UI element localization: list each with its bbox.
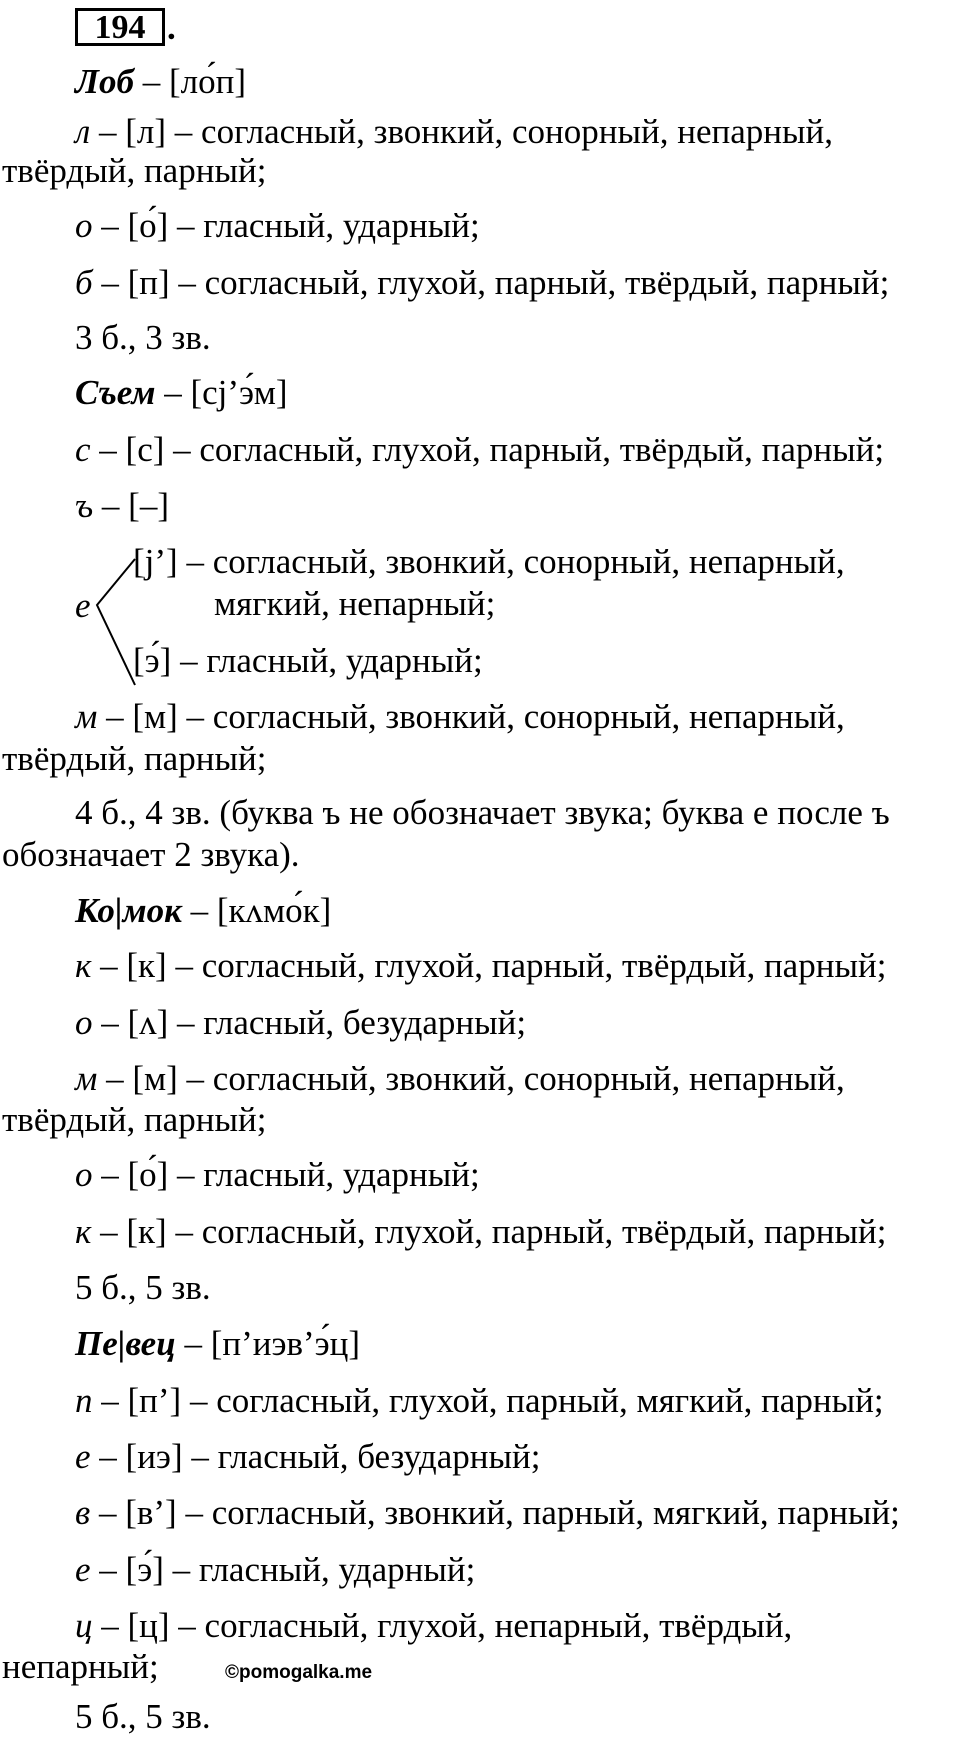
- branch-letter: е: [75, 586, 91, 625]
- phonetic-line: [75, 486, 169, 526]
- phonetic-line: [75, 1493, 900, 1533]
- word-heading: [75, 62, 246, 102]
- description: – [с] – согласный, глухой, парный, твёрдый, парный;: [90, 430, 885, 469]
- phonetic-line-cont: твёрдый, парный;: [2, 739, 267, 778]
- letter: л: [75, 112, 91, 151]
- description: – [к] – согласный, глухой, парный, твёрдый, парный;: [91, 946, 887, 985]
- description: – [о́] – гласный, ударный;: [92, 1155, 480, 1194]
- description: – [иэ] – гласный, безударный;: [90, 1437, 541, 1476]
- letter: о: [75, 206, 93, 245]
- word-transcription: – [ло́п]: [133, 62, 246, 101]
- description: – [ʌ] – гласный, безударный;: [92, 1003, 527, 1042]
- branch-line-1: [j’] – согласный, звонкий, сонорный, непарный,: [133, 542, 845, 581]
- summary-line: 5 б., 5 зв.: [75, 1268, 211, 1307]
- description: – [м] – согласный, звонкий, сонорный, непарный,: [97, 1059, 845, 1098]
- description: – [к] – согласный, глухой, парный, твёрдый, парный;: [91, 1212, 887, 1251]
- phonetic-line: [75, 697, 845, 737]
- letter: в: [75, 1493, 91, 1532]
- description: – [ц] – согласный, глухой, непарный, твёрдый,: [92, 1606, 793, 1645]
- summary-line: 5 б., 5 зв.: [75, 1697, 211, 1736]
- description: – [м] – согласный, звонкий, сонорный, непарный,: [97, 697, 845, 736]
- phonetic-line: [75, 1606, 792, 1646]
- phonetic-line: [75, 430, 884, 470]
- word-title: Лоб: [75, 62, 134, 101]
- letter: с: [75, 430, 91, 469]
- exercise-number-dot: .: [167, 8, 176, 47]
- phonetic-line: [75, 946, 886, 986]
- word-title: Съем: [75, 373, 156, 412]
- phonetic-line: [75, 1381, 884, 1421]
- word-transcription: – [кʌмо́к]: [181, 891, 332, 930]
- letter: ц: [75, 1606, 93, 1645]
- phonetic-line: [75, 1437, 540, 1477]
- description: – [–]: [93, 486, 169, 525]
- letter: ъ: [75, 486, 94, 525]
- letter: м: [75, 1059, 98, 1098]
- phonetic-line: [75, 1003, 526, 1043]
- phonetic-line-cont: непарный;: [2, 1647, 159, 1686]
- watermark: ©pomogalka.me: [225, 1662, 373, 1683]
- letter: б: [75, 263, 93, 302]
- branch-line-2: [э́] – гласный, ударный;: [133, 641, 483, 680]
- phonetic-line: [75, 1155, 480, 1195]
- summary-line-cont: обозначает 2 звука).: [2, 835, 300, 874]
- description: – [п’] – согласный, глухой, парный, мягкий, парный;: [92, 1381, 884, 1420]
- letter: о: [75, 1003, 93, 1042]
- word-title: Ко|мок: [75, 891, 182, 930]
- summary-line: 4 б., 4 зв. (буква ъ не обозначает звука; буква е после ъ: [75, 793, 890, 832]
- phonetic-line: [75, 1059, 845, 1099]
- phonetic-line: [75, 112, 833, 152]
- phonetic-line: [75, 263, 889, 303]
- phonetic-line: [75, 1550, 475, 1590]
- description: – [о́] – гласный, ударный;: [92, 206, 480, 245]
- description: – [в’] – согласный, звонкий, парный, мягкий, парный;: [90, 1493, 900, 1532]
- word-heading: [75, 891, 331, 931]
- branch-brace-icon: [95, 557, 137, 687]
- phonetic-line-cont: твёрдый, парный;: [2, 151, 267, 190]
- description: – [э́] – гласный, ударный;: [90, 1550, 476, 1589]
- letter: е: [75, 1437, 91, 1476]
- word-transcription: – [сj’э́м]: [155, 373, 288, 412]
- description: – [п] – согласный, глухой, парный, твёрдый, парный;: [92, 263, 890, 302]
- word-title: Пе|вец: [75, 1324, 176, 1363]
- word-transcription: – [п’иэв’э́ц]: [175, 1324, 361, 1363]
- letter: е: [75, 1550, 91, 1589]
- letter: к: [75, 1212, 92, 1251]
- phonetic-line: [75, 1212, 886, 1252]
- word-heading: [75, 373, 288, 413]
- summary-line: 3 б., 3 зв.: [75, 318, 211, 357]
- word-heading: [75, 1324, 360, 1364]
- letter: м: [75, 697, 98, 736]
- description: – [л] – согласный, звонкий, сонорный, непарный,: [90, 112, 833, 151]
- letter: п: [75, 1381, 93, 1420]
- letter: к: [75, 946, 92, 985]
- exercise-number: 194: [75, 8, 165, 46]
- phonetic-line: [75, 206, 480, 246]
- letter: о: [75, 1155, 93, 1194]
- phonetic-line-cont: твёрдый, парный;: [2, 1100, 267, 1139]
- branch-line-1-cont: мягкий, непарный;: [214, 584, 496, 623]
